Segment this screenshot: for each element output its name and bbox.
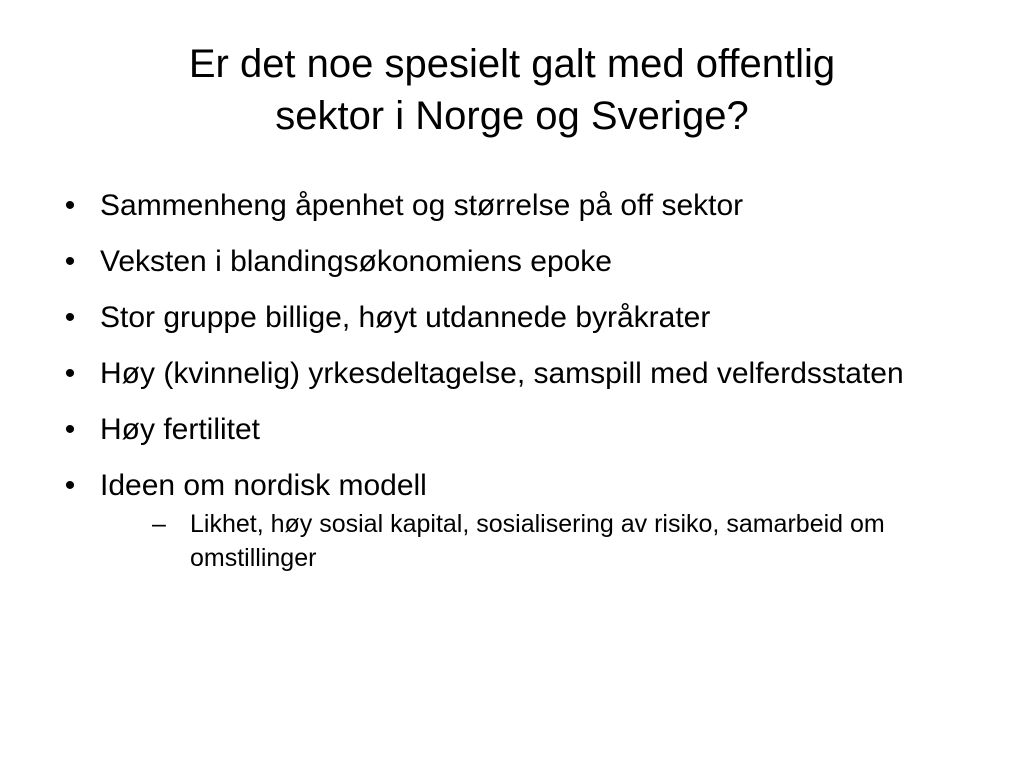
bullet-text: Veksten i blandingsøkonomiens epoke bbox=[100, 245, 612, 278]
sub-bullet-text: Likhet, høy sosial kapital, sosialisering av risiko, samarbeid om omstillinger bbox=[190, 510, 885, 572]
bullet-item bbox=[56, 408, 968, 451]
bullet-icon: • bbox=[64, 189, 76, 222]
bullet-item bbox=[56, 464, 968, 575]
bullet-item bbox=[56, 184, 968, 227]
dash-bullet-icon: – bbox=[152, 510, 166, 538]
bullet-text: Sammenheng åpenhet og størrelse på off sektor bbox=[100, 189, 744, 222]
sub-bullet-item bbox=[144, 507, 968, 575]
bullet-text: Høy fertilitet bbox=[100, 413, 261, 446]
bullet-item bbox=[56, 296, 968, 339]
slide-title-line: sektor i Norge og Sverige? bbox=[275, 94, 749, 138]
slide-title-line: Er det noe spesielt galt med offentlig bbox=[188, 42, 836, 86]
bullet-text: Ideen om nordisk modell bbox=[100, 469, 427, 502]
slide-title bbox=[80, 38, 944, 142]
bullet-item bbox=[56, 240, 968, 283]
bullet-icon: • bbox=[64, 301, 76, 334]
bullet-icon: • bbox=[64, 413, 76, 446]
bullet-text: Høy (kvinnelig) yrkesdeltagelse, samspill med velferdsstaten bbox=[100, 357, 904, 390]
bullet-text: Stor gruppe billige, høyt utdannede byråkrater bbox=[100, 301, 711, 334]
bullet-icon: • bbox=[64, 357, 76, 390]
bullet-item bbox=[56, 352, 968, 395]
bullet-icon: • bbox=[64, 245, 76, 278]
bullet-icon: • bbox=[64, 469, 76, 502]
sub-bullet-list bbox=[100, 507, 968, 575]
bullet-list bbox=[56, 184, 968, 588]
